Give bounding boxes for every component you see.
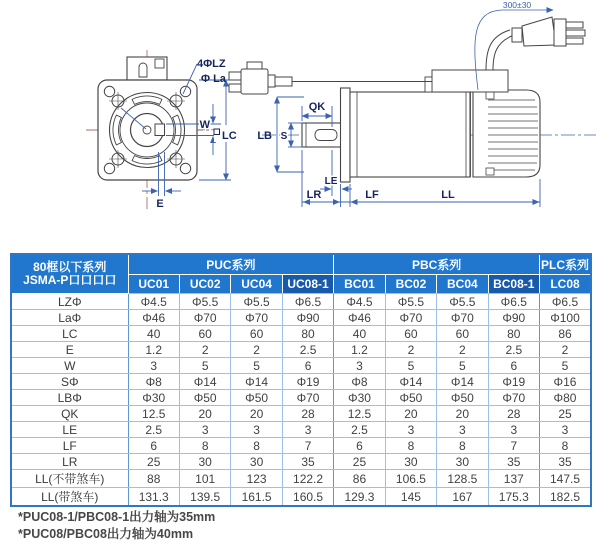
- dim-label-lc: LC: [222, 130, 237, 142]
- table-cell: 3: [282, 422, 333, 438]
- bolt-hole: [180, 163, 190, 173]
- housing-clip: [486, 168, 494, 175]
- row-label: LC: [11, 326, 128, 342]
- table-cell: 80: [488, 326, 539, 342]
- table-cell: Φ5.5: [385, 294, 436, 310]
- dim-label-lr: LR: [306, 189, 322, 201]
- table-cell: 123: [231, 470, 282, 488]
- table-cell: 137: [488, 470, 539, 488]
- table-cell: 2.5: [334, 422, 385, 438]
- dim-label-lf: LF: [365, 189, 379, 201]
- table-cell: 60: [385, 326, 436, 342]
- model-header-LC08: LC08: [540, 275, 592, 294]
- dim-label-4philz: 4ΦLZ: [197, 58, 226, 70]
- table-row: [11, 310, 591, 326]
- dim-label-lb: LB: [257, 130, 272, 142]
- row-label: LaΦ: [11, 310, 128, 326]
- table-cell: Φ8: [334, 374, 385, 390]
- keyway-front: [155, 124, 165, 136]
- table-row: [11, 342, 591, 358]
- table-cell: 25: [334, 454, 385, 470]
- table-cell: 28: [488, 406, 539, 422]
- table-cell: 28: [282, 406, 333, 422]
- row-label: LBΦ: [11, 390, 128, 406]
- table-cell: Φ6.5: [488, 294, 539, 310]
- table-cell: 167: [437, 488, 488, 507]
- table-cell: 3: [179, 422, 230, 438]
- table-row: [11, 406, 591, 422]
- model-header-BC02: BC02: [385, 275, 436, 294]
- table-cell: Φ4.5: [128, 294, 179, 310]
- terminal-box: [432, 70, 508, 92]
- table-cell: Φ30: [334, 390, 385, 406]
- table-cell: 40: [128, 326, 179, 342]
- table-cell: 35: [488, 454, 539, 470]
- table-row: [11, 390, 591, 406]
- table-cell: 3: [540, 422, 592, 438]
- row-label: W: [11, 358, 128, 374]
- table-cell: 175.3: [488, 488, 539, 507]
- power-plug: [512, 17, 585, 46]
- row-label: LF: [11, 438, 128, 454]
- model-header-BC04: BC04: [437, 275, 488, 294]
- row-label: LL(带煞车): [11, 488, 128, 507]
- table-cell: 8: [231, 438, 282, 454]
- table-cell: 1.2: [334, 342, 385, 358]
- table-cell: Φ50: [385, 390, 436, 406]
- motor-dimension-diagram: [0, 0, 600, 246]
- table-cell: 3: [385, 422, 436, 438]
- row-label: QK: [11, 406, 128, 422]
- table-cell: 25: [128, 454, 179, 470]
- table-row: [11, 326, 591, 342]
- bolt-hole: [104, 163, 114, 173]
- table-cell: 101: [179, 470, 230, 488]
- table-cell: 5: [540, 358, 592, 374]
- table-cell: 147.5: [540, 470, 592, 488]
- table-cell: 160.5: [282, 488, 333, 507]
- table-cell: Φ8: [128, 374, 179, 390]
- table-cell: Φ14: [179, 374, 230, 390]
- table-cell: 3: [437, 422, 488, 438]
- terminal-box-step: [425, 77, 432, 92]
- table-cell: 5: [385, 358, 436, 374]
- table-cell: 7: [282, 438, 333, 454]
- corner-line-1: 80框以下系列: [33, 260, 107, 274]
- table-cell: 2: [437, 342, 488, 358]
- model-header-BC08-1: BC08-1: [488, 275, 539, 294]
- table-cell: Φ14: [385, 374, 436, 390]
- table-cell: 2: [540, 342, 592, 358]
- table-cell: 3: [128, 358, 179, 374]
- model-header-UC01: UC01: [128, 275, 179, 294]
- table-cell: Φ19: [282, 374, 333, 390]
- header-row-series: [11, 254, 591, 275]
- table-cell: 30: [179, 454, 230, 470]
- table-cell: Φ90: [488, 310, 539, 326]
- table-cell: Φ50: [231, 390, 282, 406]
- spec-table: [10, 253, 592, 507]
- table-cell: 2.5: [128, 422, 179, 438]
- table-cell: 8: [385, 438, 436, 454]
- table-row: [11, 358, 591, 374]
- row-label: LZΦ: [11, 294, 128, 310]
- series-header: PLC系列: [540, 254, 592, 275]
- table-cell: 6: [282, 358, 333, 374]
- table-cell: 12.5: [334, 406, 385, 422]
- table-cell: 145: [385, 488, 436, 507]
- table-cell: Φ70: [385, 310, 436, 326]
- table-cell: Φ5.5: [231, 294, 282, 310]
- table-cell: Φ70: [179, 310, 230, 326]
- rear-housing: [473, 90, 540, 177]
- table-cell: Φ46: [128, 310, 179, 326]
- table-cell: 3: [231, 422, 282, 438]
- table-cell: 122.2: [282, 470, 333, 488]
- dim-label-phila: Φ La: [201, 73, 226, 85]
- row-label: LE: [11, 422, 128, 438]
- table-cell: Φ6.5: [282, 294, 333, 310]
- table-cell: Φ4.5: [334, 294, 385, 310]
- dim-label-qk: QK: [308, 101, 326, 113]
- power-cable: [486, 30, 514, 70]
- table-cell: 35: [282, 454, 333, 470]
- table-cell: Φ5.5: [437, 294, 488, 310]
- dim-label-e: E: [156, 198, 164, 210]
- table-cell: Φ5.5: [179, 294, 230, 310]
- side-view: [229, 0, 596, 207]
- model-header-UC02: UC02: [179, 275, 230, 294]
- table-cell: 5: [231, 358, 282, 374]
- table-cell: 182.5: [540, 488, 592, 507]
- table-cell: 35: [540, 454, 592, 470]
- table-cell: 88: [128, 470, 179, 488]
- footnote-2: *PUC08/PBC08出力轴为40mm: [18, 527, 194, 541]
- encoder-connector: [229, 62, 292, 94]
- table-cell: 139.5: [179, 488, 230, 507]
- keyway-side: [315, 130, 337, 141]
- table-cell: 6: [128, 438, 179, 454]
- table-cell: Φ14: [231, 374, 282, 390]
- table-cell: 20: [179, 406, 230, 422]
- table-cell: 86: [540, 326, 592, 342]
- table-cell: 106.5: [385, 470, 436, 488]
- dim-label-cable-length: 300±30: [502, 0, 532, 10]
- table-cell: 7: [488, 438, 539, 454]
- front-connector-tab: [155, 59, 164, 68]
- table-row: [11, 454, 591, 470]
- table-cell: 60: [437, 326, 488, 342]
- table-cell: 2.5: [488, 342, 539, 358]
- table-row: [11, 294, 591, 310]
- row-label: LL(不带煞车): [11, 470, 128, 488]
- table-cell: Φ30: [128, 390, 179, 406]
- table-corner-header: [11, 254, 128, 294]
- table-cell: 86: [334, 470, 385, 488]
- table-cell: Φ100: [540, 310, 592, 326]
- table-cell: 40: [334, 326, 385, 342]
- table-cell: 2: [385, 342, 436, 358]
- table-cell: 20: [437, 406, 488, 422]
- bolt-hole: [104, 86, 114, 96]
- table-cell: Φ90: [282, 310, 333, 326]
- dim-label-s: S: [280, 131, 288, 142]
- table-cell: 8: [540, 438, 592, 454]
- table-row: [11, 438, 591, 454]
- table-cell: Φ70: [231, 310, 282, 326]
- motor-body: [350, 92, 470, 177]
- corner-line-2: JSMA-P口口口口: [23, 273, 117, 287]
- table-cell: 12.5: [128, 406, 179, 422]
- table-cell: 30: [385, 454, 436, 470]
- table-cell: 8: [179, 438, 230, 454]
- front-connector-keyhole: [139, 63, 147, 77]
- table-cell: 2.5: [282, 342, 333, 358]
- table-cell: 5: [179, 358, 230, 374]
- square-symbol: [214, 129, 220, 135]
- front-view: [86, 50, 238, 210]
- series-header: PUC系列: [128, 254, 334, 275]
- model-header-BC01: BC01: [334, 275, 385, 294]
- row-label: E: [11, 342, 128, 358]
- table-cell: Φ14: [437, 374, 488, 390]
- table-cell: Φ46: [334, 310, 385, 326]
- table-cell: 60: [179, 326, 230, 342]
- model-header-UC04: UC04: [231, 275, 282, 294]
- flange-side: [341, 88, 351, 182]
- table-row: [11, 374, 591, 390]
- dim-label-ll: LL: [441, 189, 455, 201]
- table-cell: 1.2: [128, 342, 179, 358]
- table-cell: 161.5: [231, 488, 282, 507]
- table-cell: 8: [437, 438, 488, 454]
- table-row: [11, 422, 591, 438]
- table-cell: Φ6.5: [540, 294, 592, 310]
- table-cell: Φ80: [540, 390, 592, 406]
- table-cell: 3: [488, 422, 539, 438]
- table-cell: 30: [231, 454, 282, 470]
- row-label: LR: [11, 454, 128, 470]
- table-cell: 128.5: [437, 470, 488, 488]
- table-cell: Φ50: [437, 390, 488, 406]
- table-cell: 2: [179, 342, 230, 358]
- table-cell: 5: [437, 358, 488, 374]
- table-cell: 20: [231, 406, 282, 422]
- dim-label-le: LE: [324, 176, 338, 187]
- dim-label-w: W: [199, 119, 210, 131]
- table-cell: 131.3: [128, 488, 179, 507]
- table-row: [11, 488, 591, 507]
- table-cell: 30: [437, 454, 488, 470]
- table-cell: 60: [231, 326, 282, 342]
- table-cell: Φ70: [488, 390, 539, 406]
- table-cell: 80: [282, 326, 333, 342]
- table-cell: 3: [334, 358, 385, 374]
- table-cell: Φ19: [488, 374, 539, 390]
- table-row: [11, 470, 591, 488]
- table-cell: 2: [231, 342, 282, 358]
- footnote-1: *PUC08-1/PBC08-1出力轴为35mm: [18, 510, 216, 524]
- table-cell: Φ16: [540, 374, 592, 390]
- series-header: PBC系列: [334, 254, 540, 275]
- table-cell: 25: [540, 406, 592, 422]
- model-header-UC08-1: UC08-1: [282, 275, 333, 294]
- table-cell: 129.3: [334, 488, 385, 507]
- table-cell: Φ70: [437, 310, 488, 326]
- footnotes: [18, 509, 215, 543]
- table-cell: 20: [385, 406, 436, 422]
- table-cell: Φ50: [179, 390, 230, 406]
- table-cell: 6: [334, 438, 385, 454]
- row-label: SΦ: [11, 374, 128, 390]
- table-cell: Φ70: [282, 390, 333, 406]
- table-cell: 6: [488, 358, 539, 374]
- housing-clip: [486, 92, 494, 99]
